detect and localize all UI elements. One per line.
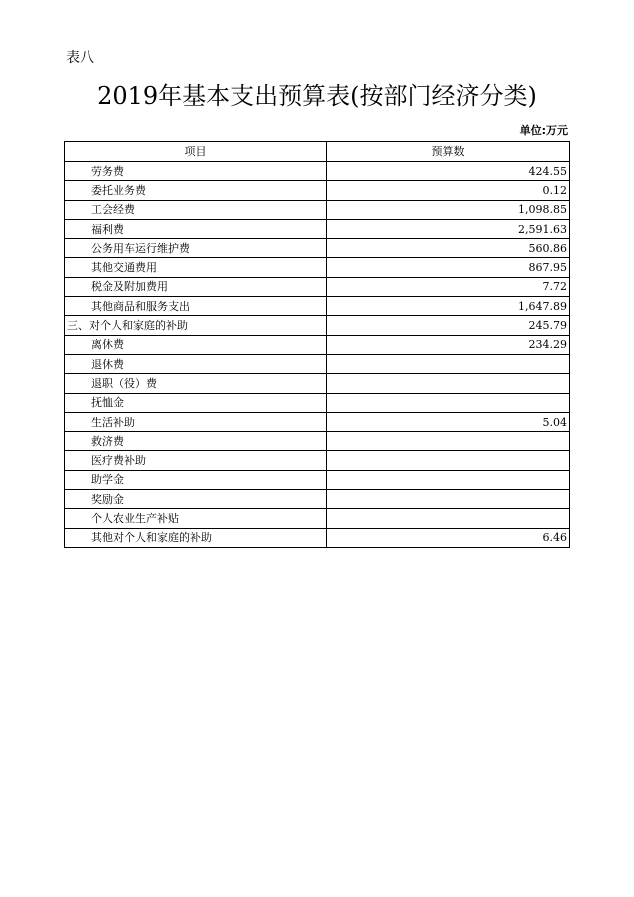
row-item-name: 退职（役）费 — [65, 374, 327, 393]
row-item-value: 5.04 — [327, 412, 570, 431]
row-item-value — [327, 374, 570, 393]
row-item-name: 个人农业生产补贴 — [65, 509, 327, 528]
row-item-name: 医疗费补助 — [65, 451, 327, 470]
row-item-value: 1,098.85 — [327, 200, 570, 219]
table-row — [65, 162, 570, 181]
row-item-name: 公务用车运行维护费 — [65, 239, 327, 258]
table-row — [65, 297, 570, 316]
row-item-name: 奖励金 — [65, 490, 327, 509]
row-item-value: 245.79 — [327, 316, 570, 335]
table-row — [65, 509, 570, 528]
table-row — [65, 528, 570, 547]
budget-table — [64, 141, 570, 548]
table-body — [65, 162, 570, 548]
row-item-name: 离休费 — [65, 335, 327, 354]
table-row — [65, 316, 570, 335]
header-amount: 预算数 — [327, 142, 570, 162]
row-item-value — [327, 509, 570, 528]
row-item-name: 工会经费 — [65, 200, 327, 219]
row-item-name: 其他对个人和家庭的补助 — [65, 528, 327, 547]
row-item-name: 三、对个人和家庭的补助 — [65, 316, 327, 335]
table-row — [65, 490, 570, 509]
table-row — [65, 412, 570, 431]
row-item-value — [327, 490, 570, 509]
table-row — [65, 393, 570, 412]
unit-label: 单位:万元 — [519, 124, 568, 137]
row-item-name: 退休费 — [65, 354, 327, 373]
table-row — [65, 219, 570, 238]
row-item-value: 560.86 — [327, 239, 570, 258]
header-item: 项目 — [65, 142, 327, 162]
table-row — [65, 258, 570, 277]
row-item-value: 1,647.89 — [327, 297, 570, 316]
row-item-name: 救济费 — [65, 432, 327, 451]
row-item-name: 助学金 — [65, 470, 327, 489]
table-row — [65, 451, 570, 470]
row-item-name: 福利费 — [65, 219, 327, 238]
table-number-label: 表八 — [66, 50, 94, 66]
row-item-value: 234.29 — [327, 335, 570, 354]
row-item-value: 2,591.63 — [327, 219, 570, 238]
table-row — [65, 374, 570, 393]
table-row — [65, 200, 570, 219]
table-row — [65, 470, 570, 489]
row-item-value — [327, 354, 570, 373]
row-item-value: 424.55 — [327, 162, 570, 181]
header-row — [65, 142, 570, 162]
row-item-value: 7.72 — [327, 277, 570, 296]
row-item-value — [327, 432, 570, 451]
row-item-name: 劳务费 — [65, 162, 327, 181]
row-item-value: 867.95 — [327, 258, 570, 277]
row-item-name: 委托业务费 — [65, 181, 327, 200]
row-item-value — [327, 393, 570, 412]
table-row — [65, 277, 570, 296]
table-row — [65, 432, 570, 451]
row-item-name: 其他交通费用 — [65, 258, 327, 277]
row-item-name: 抚恤金 — [65, 393, 327, 412]
row-item-value: 6.46 — [327, 528, 570, 547]
table-row — [65, 354, 570, 373]
table-row — [65, 239, 570, 258]
page-title: 2019年基本支出预算表(按部门经济分类) — [97, 82, 537, 110]
row-item-name: 其他商品和服务支出 — [65, 297, 327, 316]
table-row — [65, 181, 570, 200]
row-item-value — [327, 470, 570, 489]
row-item-name: 生活补助 — [65, 412, 327, 431]
row-item-value — [327, 451, 570, 470]
table-row — [65, 335, 570, 354]
row-item-value: 0.12 — [327, 181, 570, 200]
row-item-name: 税金及附加费用 — [65, 277, 327, 296]
